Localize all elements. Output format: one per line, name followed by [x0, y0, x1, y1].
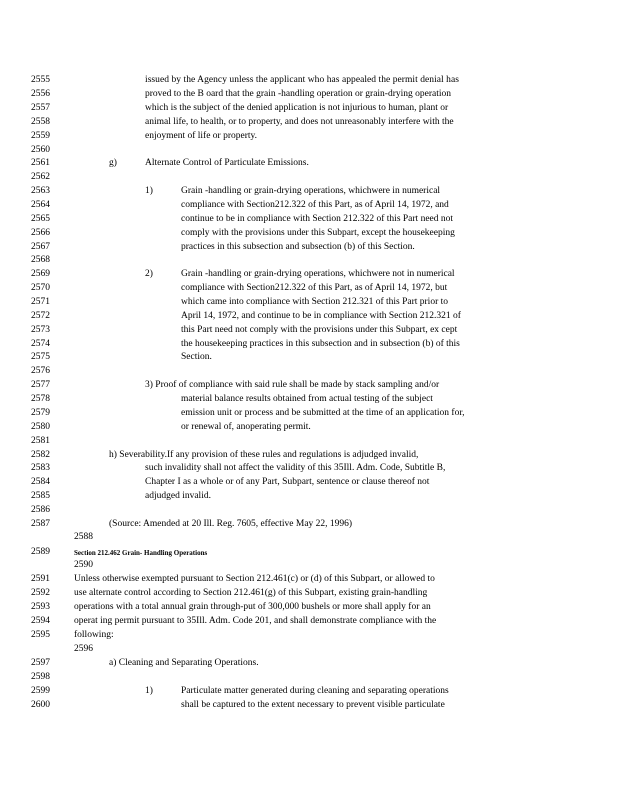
section-heading: Section 212.462 Grain- Handling Operations	[74, 549, 208, 557]
line-number: 2577	[31, 380, 50, 390]
line-number: 2596	[74, 644, 93, 654]
line-number: 2570	[31, 283, 50, 293]
text-line: emission unit or process and be submitted at the time of an application for,	[181, 408, 465, 418]
text-line: the housekeeping practices in this subsection and in subsection (b) of this	[181, 339, 460, 349]
line-number: 2558	[31, 117, 50, 127]
line-number: 2563	[31, 186, 50, 196]
text-line: h) Severability.If any provision of these rules and regulations is adjudged invalid,	[109, 450, 419, 460]
text-line: material balance results obtained from actual testing of the subject	[181, 394, 433, 404]
line-number: 2575	[31, 352, 50, 362]
text-line: animal life, to health, or to property, and does not unreasonably interfere with the	[145, 117, 454, 127]
line-number: 2576	[31, 366, 50, 376]
line-number: 2574	[31, 339, 50, 349]
line-number: 2573	[31, 325, 50, 335]
text-line: compliance with Section212.322 of this Part, as of April 14, 1972, and	[181, 200, 449, 210]
text-line: Grain -handling or grain-drying operations, whichwere not in numerical	[181, 269, 455, 279]
line-number: 2599	[31, 686, 50, 696]
line-number: 2600	[31, 700, 50, 710]
line-number: 2578	[31, 394, 50, 404]
line-number: 2592	[31, 588, 50, 598]
line-number: 2589	[31, 547, 50, 557]
list-marker: 2)	[145, 269, 153, 279]
text-line: which is the subject of the denied application is not injurious to human, plant or	[145, 103, 449, 113]
list-marker: 1)	[145, 186, 153, 196]
text-line: shall be captured to the extent necessary to prevent visible particulate	[181, 700, 445, 710]
line-number: 2561	[31, 158, 50, 168]
text-line: a) Cleaning and Separating Operations.	[109, 658, 259, 668]
line-number: 2588	[74, 532, 93, 542]
line-number: 2562	[31, 172, 50, 182]
line-number: 2559	[31, 131, 50, 141]
line-number: 2579	[31, 408, 50, 418]
line-number: 2556	[31, 89, 50, 99]
text-line: Unless otherwise exempted pursuant to Section 212.461(c) or (d) of this Subpart, or allowed to	[74, 574, 435, 584]
text-line: following:	[74, 630, 114, 640]
line-number: 2568	[31, 255, 50, 265]
text-line: (Source: Amended at 20 Ill. Reg. 7605, effective May 22, 1996)	[109, 519, 353, 529]
text-line: Alternate Control of Particulate Emissions.	[145, 158, 309, 168]
line-number: 2598	[31, 672, 50, 682]
text-line: such invalidity shall not affect the validity of this 35Ill. Adm. Code, Subtitle B,	[145, 463, 446, 473]
text-line: Section.	[181, 352, 212, 362]
line-number: 2564	[31, 200, 50, 210]
text-line: use alternate control according to Section 212.461(g) of this Subpart, existing grain-handling	[74, 588, 428, 598]
line-number: 2557	[31, 103, 50, 113]
line-number: 2580	[31, 422, 50, 432]
line-number: 2582	[31, 450, 50, 460]
line-number: 2587	[31, 519, 50, 529]
line-number: 2593	[31, 602, 50, 612]
line-number: 2566	[31, 228, 50, 238]
line-number: 2597	[31, 658, 50, 668]
text-line: issued by the Agency unless the applicant who has appealed the permit denial has	[145, 75, 459, 85]
line-number: 2594	[31, 616, 50, 626]
line-number: 2565	[31, 214, 50, 224]
line-number: 2595	[31, 630, 50, 640]
text-line: Grain -handling or grain-drying operations, whichwere in numerical	[181, 186, 441, 196]
line-number: 2572	[31, 311, 50, 321]
text-line: operations with a total annual grain through-put of 300,000 bushels or more shall apply for an	[74, 602, 431, 612]
text-line: or renewal of, anoperating permit.	[181, 422, 311, 432]
text-line: adjudged invalid.	[145, 491, 211, 501]
line-number: 2571	[31, 297, 50, 307]
line-number: 2586	[31, 505, 50, 515]
text-line: 3) Proof of compliance with said rule shall be made by stack sampling and/or	[145, 380, 440, 390]
line-number: 2555	[31, 75, 50, 85]
text-line: enjoyment of life or property.	[145, 131, 258, 141]
line-number: 2583	[31, 463, 50, 473]
list-marker: 1)	[145, 686, 153, 696]
text-line: comply with the provisions under this Subpart, except the housekeeping	[181, 228, 455, 238]
line-number: 2567	[31, 242, 50, 252]
text-line: continue to be in compliance with Section 212.322 of this Part need not	[181, 214, 454, 224]
line-number: 2560	[31, 145, 50, 155]
line-number: 2569	[31, 269, 50, 279]
line-number: 2584	[31, 477, 50, 487]
line-number: 2581	[31, 436, 50, 446]
text-line: this Part need not comply with the provisions under this Subpart, ex cept	[181, 325, 458, 335]
line-number: 2585	[31, 491, 50, 501]
text-line: Particulate matter generated during cleaning and separating operations	[181, 686, 449, 696]
text-line: compliance with Section212.322 of this Part, as of April 14, 1972, but	[181, 283, 448, 293]
text-line: Chapter I as a whole or of any Part, Subpart, sentence or clause thereof not	[145, 477, 430, 487]
line-number: 2590	[74, 560, 93, 570]
text-line: April 14, 1972, and continue to be in compliance with Section 212.321 of	[181, 311, 461, 321]
text-line: which came into compliance with Section 212.321 of this Part prior to	[181, 297, 449, 307]
list-marker: g)	[109, 158, 117, 168]
text-line: operat ing permit pursuant to 35Ill. Adm. Code 201, and shall demonstrate compliance with the	[74, 616, 437, 626]
text-line: proved to the B oard that the grain -handling operation or grain-drying operation	[145, 89, 452, 99]
text-line: practices in this subsection and subsection (b) of this Section.	[181, 242, 415, 252]
line-number: 2591	[31, 574, 50, 584]
